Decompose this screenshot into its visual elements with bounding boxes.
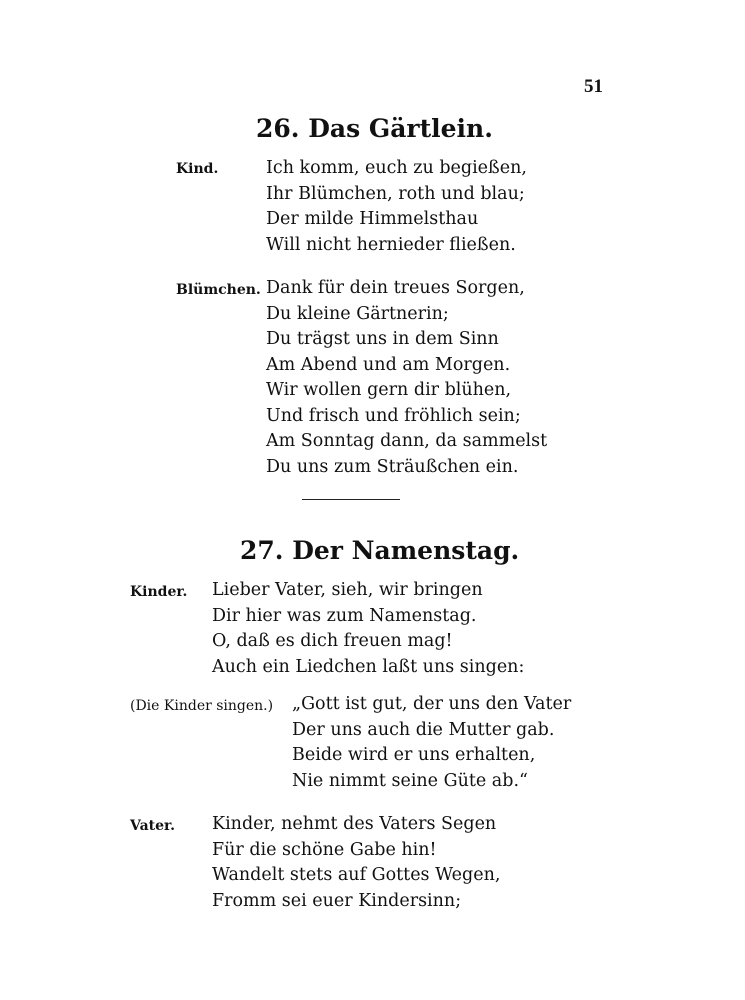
verse-line: Der uns auch die Mutter gab.: [292, 719, 555, 740]
verse-line: Will nicht hernieder fließen.: [266, 234, 516, 255]
verse-line: Lieber Vater, sieh, wir bringen: [212, 580, 483, 600]
speaker-label: (Die Kinder singen.): [130, 698, 274, 714]
verse-line: Dank für dein treues Sorgen,: [266, 278, 525, 298]
stanza: [212, 578, 524, 680]
verse-line: Am Abend und am Morgen.: [266, 354, 511, 375]
verse-line: Du kleine Gärtnerin;: [266, 303, 449, 324]
speaker-label: Kind.: [176, 161, 219, 177]
verse-line: Kinder, nehmt des Vaters Segen: [212, 814, 497, 834]
verse-line: Du trägst uns in dem Sinn: [266, 329, 499, 349]
stanza: [292, 692, 571, 794]
speaker-label: Kinder.: [130, 584, 188, 600]
verse-line: Fromm sei euer Kindersinn;: [212, 890, 462, 911]
verse-line: Wandelt stets auf Gottes Wegen,: [212, 865, 501, 885]
speaker-label: Vater.: [130, 818, 175, 834]
stanza: [266, 276, 547, 480]
verse-line: Am Sonntag dann, da sammelst: [266, 431, 548, 451]
verse-line: Und frisch und fröhlich sein;: [266, 405, 521, 426]
verse-line: Dir hier was zum Namenstag.: [212, 605, 477, 626]
verse-line: Beide wird er uns erhalten,: [292, 745, 536, 765]
verse-line: Der milde Himmelsthau: [266, 209, 479, 229]
verse-line: Für die schöne Gabe hin!: [212, 839, 437, 860]
stanza: [212, 812, 500, 914]
verse-line: Ihr Blümchen, roth und blau;: [266, 183, 525, 204]
verse-line: „Gott ist gut, der uns den Vater: [292, 694, 572, 714]
poem-title: 26. Das Gärtlein.: [256, 114, 493, 143]
stanza: [266, 156, 527, 258]
verse-line: Wir wollen gern dir blühen,: [266, 380, 512, 400]
speaker-label: Blümchen.: [176, 282, 261, 298]
poem-title: 27. Der Namenstag.: [240, 536, 520, 565]
verse-line: Auch ein Liedchen laßt uns singen:: [212, 656, 525, 677]
verse-line: O, daß es dich freuen mag!: [212, 631, 453, 651]
verse-line: Ich komm, euch zu begießen,: [266, 158, 527, 178]
section-divider: [302, 499, 400, 500]
verse-line: Du uns zum Sträußchen ein.: [266, 456, 519, 477]
verse-line: Nie nimmt seine Güte ab.“: [292, 770, 528, 791]
page-number: 51: [584, 76, 603, 97]
